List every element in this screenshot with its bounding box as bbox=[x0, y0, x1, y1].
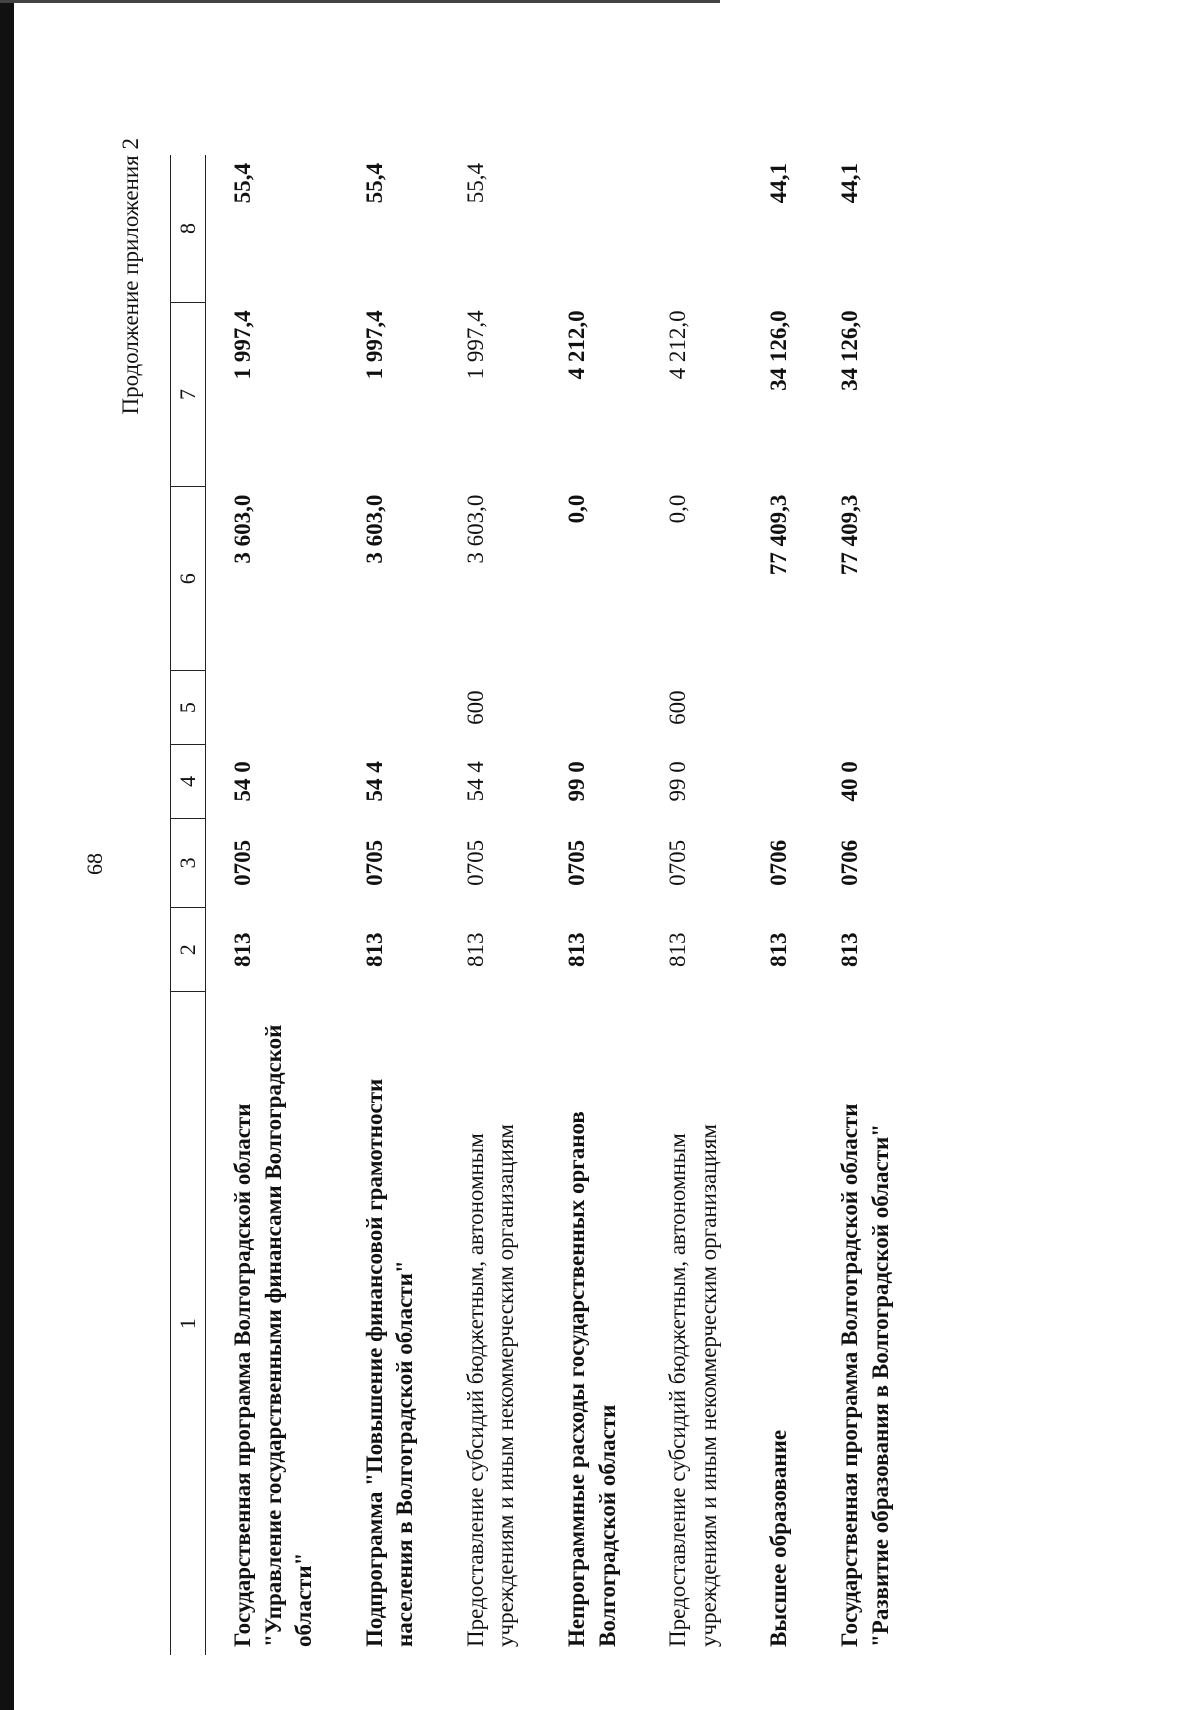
cell-planned: 3 603,0 bbox=[230, 494, 255, 564]
cell-type bbox=[742, 671, 813, 745]
cell-program: 40 0 bbox=[836, 761, 862, 802]
column-header-3: 3 bbox=[171, 818, 206, 907]
cell-code: 813 bbox=[564, 932, 590, 967]
cell-actual: 4 212,0 bbox=[665, 310, 691, 380]
cell-type: 600 bbox=[462, 690, 488, 725]
cell-percent: 44,1 bbox=[766, 163, 792, 204]
cell-actual: 4 212,0 bbox=[564, 310, 590, 380]
cell-actual: 34 126,0 bbox=[836, 310, 862, 391]
cell-planned: 3 603,0 bbox=[361, 494, 387, 564]
table-row bbox=[641, 155, 742, 1655]
cell-actual: 34 126,0 bbox=[766, 310, 792, 391]
page-number: 68 bbox=[82, 853, 107, 875]
cell-code: 813 bbox=[462, 932, 488, 967]
column-header-4: 4 bbox=[171, 745, 206, 819]
cell-description: Непрограммные расходы государственных органов Волгоградской области bbox=[564, 1111, 620, 1647]
appendix-continuation-label: Продолжение приложения 2 bbox=[118, 138, 143, 415]
cell-planned: 3 603,0 bbox=[462, 494, 488, 564]
table-header-row bbox=[171, 155, 206, 1655]
cell-description: Предоставление субсидий бюджетным, автономным учреждениям и иным некоммерческим организациям bbox=[665, 1124, 721, 1647]
cell-code: 813 bbox=[836, 932, 862, 967]
cell-type bbox=[813, 671, 914, 745]
cell-type: 600 bbox=[665, 690, 691, 725]
cell-section: 0705 bbox=[230, 839, 255, 886]
cell-percent: 55,4 bbox=[361, 163, 387, 204]
column-header-1: 1 bbox=[171, 992, 206, 1655]
cell-actual: 1 997,4 bbox=[462, 310, 488, 380]
cell-description: Высшее образование bbox=[766, 1429, 792, 1647]
table-row bbox=[540, 155, 641, 1655]
cell-actual: 1 997,4 bbox=[230, 310, 255, 380]
cell-program: 54 4 bbox=[361, 761, 387, 802]
cell-section: 0706 bbox=[836, 839, 862, 886]
table-row bbox=[206, 155, 338, 1655]
cell-code: 813 bbox=[766, 932, 792, 967]
cell-code: 813 bbox=[361, 932, 387, 967]
cell-type bbox=[540, 671, 641, 745]
cell-type bbox=[206, 671, 338, 745]
cell-planned: 0,0 bbox=[665, 494, 691, 524]
cell-section: 0706 bbox=[766, 839, 792, 886]
table-row bbox=[742, 155, 813, 1655]
cell-planned: 77 409,3 bbox=[766, 494, 792, 576]
cell-program: 54 0 bbox=[230, 761, 255, 802]
cell-program bbox=[742, 745, 813, 819]
cell-percent bbox=[540, 155, 641, 302]
cell-program: 99 0 bbox=[665, 761, 691, 802]
cell-program: 99 0 bbox=[564, 761, 590, 802]
column-header-7: 7 bbox=[171, 302, 206, 486]
cell-actual: 1 997,4 bbox=[361, 310, 387, 380]
cell-code: 813 bbox=[665, 932, 691, 967]
cell-percent bbox=[641, 155, 742, 302]
cell-type bbox=[338, 671, 439, 745]
cell-code: 813 bbox=[230, 932, 255, 967]
column-header-2: 2 bbox=[171, 908, 206, 992]
cell-percent: 55,4 bbox=[230, 163, 255, 204]
table-row bbox=[439, 155, 540, 1655]
cell-section: 0705 bbox=[665, 839, 691, 886]
cell-description: Предоставление субсидий бюджетным, автономным учреждениям и иным некоммерческим организациям bbox=[462, 1124, 519, 1647]
cell-planned: 0,0 bbox=[564, 494, 590, 524]
cell-percent: 55,4 bbox=[462, 163, 488, 204]
cell-section: 0705 bbox=[361, 839, 387, 886]
column-header-8: 8 bbox=[171, 155, 206, 302]
column-header-6: 6 bbox=[171, 487, 206, 671]
cell-section: 0705 bbox=[564, 839, 590, 886]
cell-description: Государственная программа Волгоградской области "Развитие образования в Волгоградской области" bbox=[836, 1103, 893, 1647]
table-row bbox=[338, 155, 439, 1655]
column-header-5: 5 bbox=[171, 671, 206, 745]
cell-description: Подпрограмма "Повышение финансовой грамотности населения в Волгоградской области" bbox=[361, 1078, 418, 1647]
cell-description: Государственная программа Волгоградской области "Управление государственными финансами Волгоградской области" bbox=[230, 1024, 317, 1647]
budget-table bbox=[170, 155, 914, 1655]
table-row bbox=[813, 155, 914, 1655]
cell-section: 0705 bbox=[462, 839, 488, 886]
cell-percent: 44,1 bbox=[836, 163, 862, 204]
cell-program: 54 4 bbox=[462, 761, 488, 802]
cell-planned: 77 409,3 bbox=[836, 494, 862, 576]
